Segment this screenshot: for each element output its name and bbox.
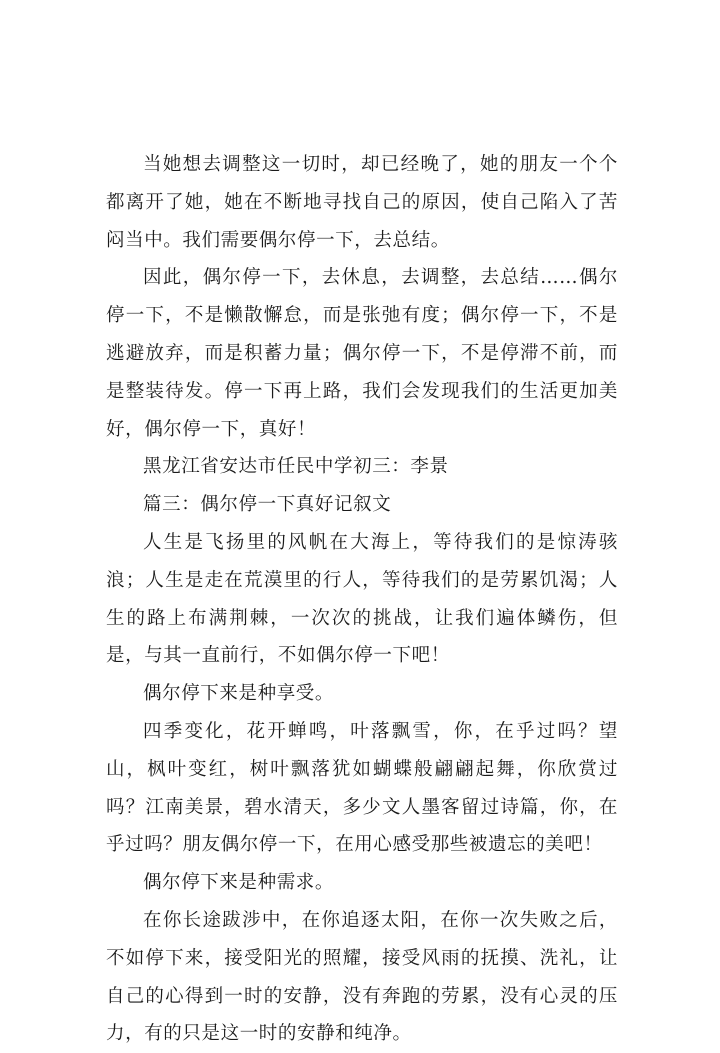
article-body [106,146,618,1053]
paragraph-conclusion: 因此，偶尔停一下，去休息，去调整，去总结……偶尔停一下，不是懒散懈怠，而是张弛有度；偶尔停一下，不是逃避放弃，而是积蓄力量；偶尔停一下，不是停滞不前，而是整装待发。停一下再上路，我们会发现我们的生活更加美好，偶尔停一下，真好！ [106,267,618,440]
paragraph-enjoyment-heading: 偶尔停下来是种享受。 [143,683,335,705]
paragraph-life-journey: 人生是飞扬里的风帆在大海上，等待我们的是惊涛骇浪；人生是走在荒漠里的行人，等待我们的是劳累饥渴；人生的路上布满荆棘，一次次的挑战，让我们遍体鳞伤，但是，与其一直前行，不如偶尔停一下吧！ [106,531,618,667]
paragraph-regret: 当她想去调整这一切时，却已经晚了，她的朋友一个个都离开了她，她在不断地寻找自己的原因，使自己陷入了苦闷当中。我们需要偶尔停一下，去总结。 [106,154,618,251]
section-heading: 篇三：偶尔停一下真好记叙文 [143,494,392,516]
paragraph-need-heading: 偶尔停下来是种需求。 [143,872,335,894]
paragraph-seasons: 四季变化，花开蝉鸣，叶落飘雪，你，在乎过吗？望山，枫叶变红，树叶飘落犹如蝴蝶般翩翩起舞，你欣赏过吗？江南美景，碧水清天，多少文人墨客留过诗篇，你，在乎过吗？朋友偶尔停一下，在用心感受那些被遗忘的美吧！ [106,720,618,856]
paragraph-rest: 在你长途跋涉中，在你追逐太阳，在你一次失败之后，不如停下来，接受阳光的照耀，接受风雨的抚摸、洗礼，让自己的心得到一时的安静，没有奔跑的劳累，没有心灵的压力，有的只是这一时的安静和纯净。 [106,909,618,1045]
author-line: 黑龙江省安达市任民中学初三：李景 [143,456,449,478]
